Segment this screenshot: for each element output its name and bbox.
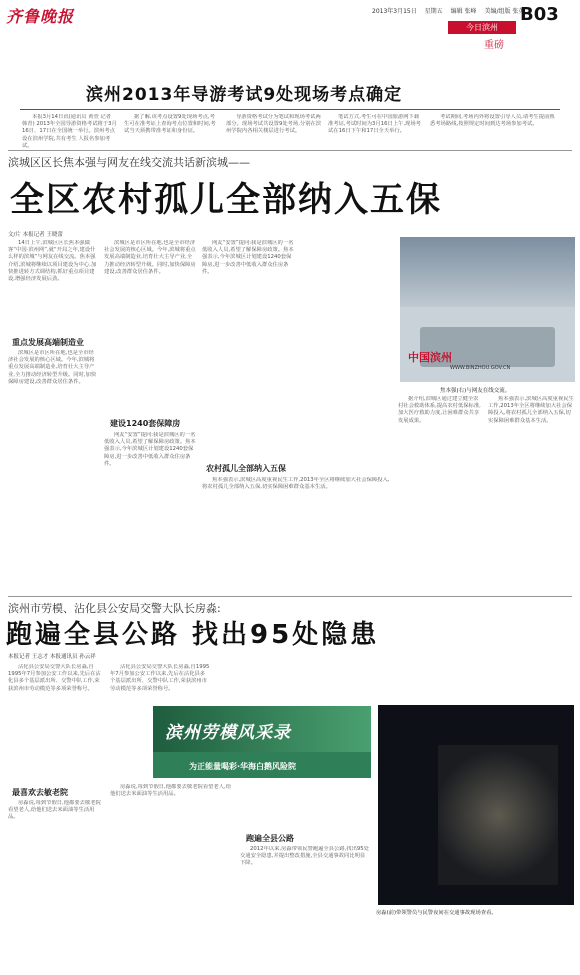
photo-caption: 房淼(前)带领警员与民警夜间在交通事故现场查看。 bbox=[376, 910, 497, 916]
article-body bbox=[328, 114, 424, 154]
issue-designer: 美编/组版 张英 bbox=[484, 8, 525, 15]
paragraph: 沾化县公安局交警大队长房淼,自1995年7月参加公安工作以来,先后在沾化县多个基层派出所、交警中队工作,荣获滨州市劳动模范等多项荣誉称号。 bbox=[8, 664, 101, 692]
paragraph: 网友“安置”提问:我是滨城区的一名低收入人员,希望了解保障房政策。焦本强表示,今年滨城区计划建设1240套保障房,进一步改善中低收入群众住房条件。 bbox=[104, 432, 196, 467]
issue-date: 2013年3月15日 bbox=[372, 8, 417, 15]
article-body bbox=[398, 396, 483, 590]
paragraph: 滨城区是市区所在地,也是全市经济社会发展的核心区域。今年,滨城将重点发展高端制造业,培育壮大主导产业,全力推动经济转型升级。同时,加快保障房建设,改善群众居住条件。 bbox=[104, 240, 196, 275]
article-body bbox=[8, 800, 104, 968]
article-body bbox=[8, 664, 104, 782]
night-scene-photo bbox=[378, 705, 574, 905]
paragraph: 网友“安置”提问:我是滨城区的一名低收入人员,希望了解保障房政策。焦本强表示,今年滨城区计划建设1240套保障房,进一步改善中低收入群众住房条件。 bbox=[202, 240, 294, 275]
site-url: WWW.BINZHOU.GOV.CN bbox=[450, 365, 511, 371]
issue-meta bbox=[372, 6, 530, 15]
photo-background bbox=[400, 237, 575, 307]
article-body bbox=[488, 396, 574, 590]
article-subhead: 跑遍全县公路 bbox=[246, 834, 294, 843]
newspaper-logo: 齐鲁晚报 bbox=[6, 7, 75, 26]
photo-glow bbox=[438, 745, 558, 885]
article-body bbox=[104, 432, 196, 590]
article-byline: 文/片 本报记者 王晓蕾 bbox=[8, 232, 63, 238]
article-body bbox=[226, 114, 322, 154]
article-body bbox=[240, 846, 370, 968]
issue-weekday: 星期五 bbox=[424, 8, 443, 15]
interview-photo bbox=[400, 237, 575, 382]
article-subhead: 最喜欢去敏老院 bbox=[12, 788, 68, 797]
divider bbox=[8, 150, 572, 151]
article-body bbox=[202, 477, 394, 590]
paragraph: 笔试方式,考生可在中国旅游网下载准考证,考试时间为3月16日上午,现场考试在16日下午和17日全天举行。 bbox=[328, 114, 421, 135]
article-body bbox=[110, 784, 235, 968]
article-body bbox=[8, 350, 98, 590]
paragraph: 焦本强表示,滨城区高度重视民生工作,2013年全区将继续加大社会保障投入,将农村孤儿全部纳入五保,切实保障困难群众基本生活。 bbox=[488, 396, 574, 424]
article-body bbox=[124, 114, 220, 154]
photo-caption: 焦本强(右)与网友在线交流。 bbox=[440, 388, 511, 394]
article-body bbox=[104, 240, 196, 410]
banner-subtitle: 为正能量喝彩·华海白鹅风险院 bbox=[189, 762, 297, 771]
divider bbox=[20, 109, 560, 110]
section-label: 今日滨州 bbox=[448, 21, 516, 34]
paragraph: 2012年以来,房淼带领民警跑遍全县公路,找出95处交通安全隐患,并提出整改措施,全县交通事故同比明显下降。 bbox=[240, 846, 369, 867]
paragraph: 考试期间,考场内外将设置引导人员,请考生提前熟悉考场路线,按照规定时间到达考场参加考试。 bbox=[430, 114, 555, 128]
article-headline: 全区农村孤儿全部纳入五保 bbox=[10, 180, 442, 220]
divider bbox=[8, 596, 572, 597]
masthead bbox=[0, 0, 580, 51]
article-byline: 本报记者 王志才 本报通讯员 孙云祥 bbox=[8, 654, 96, 660]
issue-editor: 编辑 张峰 bbox=[450, 8, 477, 15]
paragraph: 14日上午,滨城区区长焦本强做客“中国·滨州网”,就“开局之年,建设什么样的滨城”与网友在线交流。焦本强介绍,滨城将继续以项目建设为中心,加快推进转方式调结构,抓好重点项目建设,增强经济发展后劲。 bbox=[8, 240, 97, 283]
article-headline: 滨州2013年导游考试9处现场考点确定 bbox=[86, 85, 403, 105]
article-kicker: 滨州市劳模、沾化县公安局交警大队长房淼: bbox=[8, 602, 221, 615]
paragraph: 本报3月14日讯(通讯员 黄萱 记者 韩青) 2013年全国导游资格考试将于3月16日、17日在全国统一举行。滨州考点设在滨州学院,共有考生 人报名参加考试。 bbox=[22, 114, 117, 149]
feature-banner bbox=[153, 706, 371, 778]
subsection-label: 重磅 bbox=[484, 40, 504, 51]
paragraph: 房淼说,每到节假日,他都要去敬老院看望老人,给他们送去米面油等生活用品。 bbox=[110, 784, 231, 798]
paragraph: 据了解,该考点设置9处现场考点,考生可在准考证上查询考点位置和时间,考试当天须携带准考证和身份证。 bbox=[124, 114, 216, 135]
paragraph: 导游资格考试分为笔试和现场考试两部分。现场考试共设置9处考场,分别在滨州学院内各相关楼层进行考试。 bbox=[226, 114, 322, 135]
article-body bbox=[22, 114, 118, 154]
article-body bbox=[110, 664, 210, 702]
article-kicker: 滨城区区长焦本强与网友在线交流共话新滨城—— bbox=[8, 156, 250, 169]
article-body bbox=[8, 240, 98, 332]
article-body bbox=[202, 240, 294, 458]
paragraph: 焦本强表示,滨城区高度重视民生工作,2013年全区将继续加大社会保障投入,将农村孤儿全部纳入五保,切实保障困难群众基本生活。 bbox=[202, 477, 390, 491]
site-logo: 中国滨州 bbox=[408, 351, 452, 364]
article-subhead: 重点发展高端制造业 bbox=[12, 338, 84, 347]
paragraph: 滨城区是市区所在地,也是全市经济社会发展的核心区域。今年,滨城将重点发展高端制造业,培育壮大主导产业,全力推动经济转型升级。同时,加快保障房建设,改善群众居住条件。 bbox=[8, 350, 97, 385]
paragraph: 房淼说,每到节假日,他都要去敬老院看望老人,给他们送去米面油等生活用品。 bbox=[8, 800, 101, 821]
article-subhead: 农村孤儿全部纳入五保 bbox=[206, 464, 286, 473]
paragraph: 沾化县公安局交警大队长房淼,自1995年7月参加公安工作以来,先后在沾化县多个基层派出所、交警中队工作,荣获滨州市劳动模范等多项荣誉称号。 bbox=[110, 664, 210, 692]
page-number: B03 bbox=[520, 4, 559, 25]
article-subhead: 建设1240套保障房 bbox=[110, 419, 181, 428]
banner-title: 滨州劳模风采录 bbox=[165, 723, 291, 743]
article-headline: 跑遍全县公路 找出95处隐患 bbox=[6, 620, 380, 650]
paragraph: 据介绍,滨城区通过建立健全农村社会救助体系,提高农村低保标准,加大医疗救助力度,让困难群众共享发展成果。 bbox=[398, 396, 481, 424]
article-body bbox=[430, 114, 558, 154]
